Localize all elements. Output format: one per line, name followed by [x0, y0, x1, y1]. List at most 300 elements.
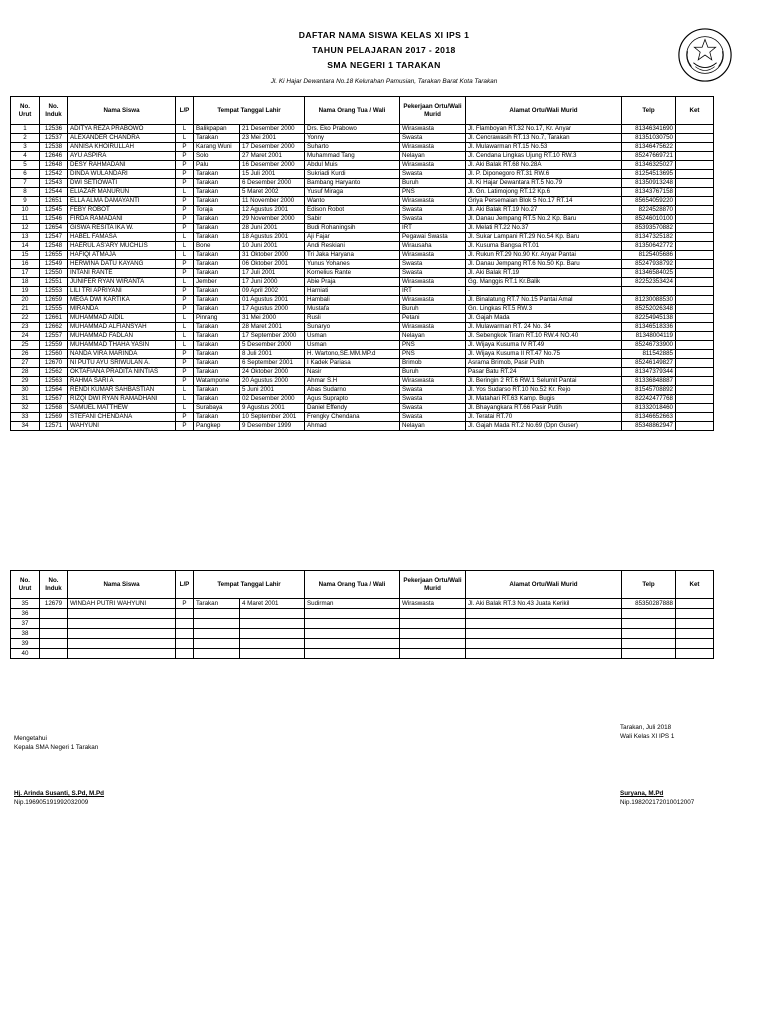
cell-ortu: [305, 609, 400, 619]
col-alamat: Alamat Ortu/Wali Murid: [466, 571, 622, 599]
cell-tgl: 6 September 2001: [240, 359, 305, 368]
table-row: [11, 170, 714, 179]
cell-tempat: Tarakan: [194, 368, 240, 377]
col-ttl: Tempat Tanggal Lahir: [194, 571, 305, 599]
cell-ket: [676, 125, 714, 134]
cell-lp: L: [176, 278, 194, 287]
cell-alamat: Gg. Manggis RT.1 Kr.Balik: [466, 278, 622, 287]
cell-alamat: Jl. Cendana Lingkas Ujung RT.10 RW.3: [466, 152, 622, 161]
cell-kerja: Wiraswasta: [400, 278, 466, 287]
col-ket: Ket: [676, 97, 714, 125]
cell-telp: [622, 639, 676, 649]
cell-induk: 12547: [40, 233, 68, 242]
cell-ket: [676, 170, 714, 179]
cell-no: 9: [11, 197, 40, 206]
table-row: [11, 386, 714, 395]
cell-tgl: 21 Desember 2000: [240, 125, 305, 134]
cell-telp: 81230088530: [622, 296, 676, 305]
signature-nip-left: Nip.196905191992032009: [14, 799, 89, 806]
cell-lp: P: [176, 269, 194, 278]
cell-ortu: Usman: [305, 332, 400, 341]
cell-nama: [68, 649, 176, 659]
col-no-induk: No. Induk: [40, 571, 68, 599]
cell-lp: [176, 629, 194, 639]
cell-tempat: Pinrang: [194, 314, 240, 323]
cell-ket: [676, 233, 714, 242]
table-row: [11, 413, 714, 422]
cell-ortu: Yunus Yohanes: [305, 260, 400, 269]
col-ket: Ket: [676, 571, 714, 599]
cell-induk: 12569: [40, 413, 68, 422]
cell-tgl: 20 Agustus 2000: [240, 377, 305, 386]
cell-kerja: Wiraswasta: [400, 323, 466, 332]
cell-alamat: Jl. Aki Balak RT.3 No.43 Juata Kerikil: [466, 599, 622, 609]
cell-alamat: Jl. Aki Balak RT.19: [466, 269, 622, 278]
cell-tempat: Tarakan: [194, 188, 240, 197]
cell-lp: P: [176, 161, 194, 170]
cell-induk: [40, 619, 68, 629]
cell-tempat: Tarakan: [194, 599, 240, 609]
cell-tempat: Balikpapan: [194, 125, 240, 134]
table-row: [11, 368, 714, 377]
cell-lp: P: [176, 224, 194, 233]
cell-telp: 85350287888: [622, 599, 676, 609]
cell-kerja: [400, 639, 466, 649]
cell-ket: [676, 332, 714, 341]
cell-tgl: 16 Desember 2000: [240, 161, 305, 170]
cell-tempat: Tarakan: [194, 260, 240, 269]
table-row: [11, 260, 714, 269]
cell-telp: [622, 609, 676, 619]
cell-ortu: Yusuf Miraga: [305, 188, 400, 197]
cell-tempat: Tarakan: [194, 386, 240, 395]
cell-no: 32: [11, 404, 40, 413]
table-row: [11, 323, 714, 332]
cell-kerja: Wiraswasta: [400, 377, 466, 386]
signature-mengetahui: Mengetahui: [14, 735, 47, 742]
cell-ortu: Sudirman: [305, 599, 400, 609]
cell-tempat: Tarakan: [194, 215, 240, 224]
cell-nama: MUHAMMAD THAHA YASIN: [68, 341, 176, 350]
cell-telp: 81348004119: [622, 332, 676, 341]
cell-induk: 12545: [40, 206, 68, 215]
cell-no: 7: [11, 179, 40, 188]
table-row: [11, 404, 714, 413]
cell-ortu: Suharto: [305, 143, 400, 152]
cell-no: 19: [11, 287, 40, 296]
cell-tgl: 24 Oktober 2000: [240, 368, 305, 377]
cell-nama: HABEL FAMASA: [68, 233, 176, 242]
cell-alamat: Jl. Sebengkok Tiram RT.10 RW.4 NO.40: [466, 332, 622, 341]
cell-ortu: Kornelius Rante: [305, 269, 400, 278]
signature-right-bottom: [620, 789, 694, 807]
cell-ket: [676, 206, 714, 215]
cell-ortu: Muhammad Tang: [305, 152, 400, 161]
cell-ket: [676, 143, 714, 152]
cell-telp: 85252026348: [622, 305, 676, 314]
cell-tempat: Tarakan: [194, 179, 240, 188]
cell-no: 34: [11, 422, 40, 431]
cell-telp: 81350913248: [622, 179, 676, 188]
cell-lp: L: [176, 404, 194, 413]
cell-alamat: Jl. Binalatung RT.7 No.15 Pantai Amal: [466, 296, 622, 305]
cell-no: 37: [11, 619, 40, 629]
cell-lp: P: [176, 152, 194, 161]
cell-ket: [676, 278, 714, 287]
table-row: [11, 125, 714, 134]
cell-ket: [676, 215, 714, 224]
cell-ket: [676, 649, 714, 659]
table-row: [11, 224, 714, 233]
cell-ortu: Abdul Muis: [305, 161, 400, 170]
cell-induk: 12551: [40, 278, 68, 287]
cell-lp: P: [176, 305, 194, 314]
table-row: [11, 609, 714, 619]
table-row: [11, 206, 714, 215]
cell-no: 30: [11, 386, 40, 395]
cell-alamat: [466, 649, 622, 659]
signature-date: Tarakan, Juli 2018: [620, 724, 672, 731]
cell-tempat: [194, 649, 240, 659]
cell-lp: [176, 649, 194, 659]
cell-alamat: Jl. Mulawarman RT.15 No.53: [466, 143, 622, 152]
cell-lp: P: [176, 179, 194, 188]
cell-kerja: PNS: [400, 350, 466, 359]
cell-tempat: Tarakan: [194, 395, 240, 404]
cell-lp: L: [176, 188, 194, 197]
cell-telp: 81351030750: [622, 134, 676, 143]
cell-induk: 12563: [40, 377, 68, 386]
table-row: [11, 242, 714, 251]
cell-ortu: Bambang Haryanto: [305, 179, 400, 188]
cell-tgl: 15 Juli 2001: [240, 170, 305, 179]
cell-tgl: [240, 639, 305, 649]
signature-right-top: [620, 723, 674, 741]
cell-nama: LILI TRI APRIYANI: [68, 287, 176, 296]
col-ortu: Nama Orang Tua / Wali: [305, 571, 400, 599]
cell-nama: ELLA ALMA DAMAYANTI: [68, 197, 176, 206]
cell-nama: DESY RAHMADANI: [68, 161, 176, 170]
cell-lp: P: [176, 350, 194, 359]
cell-induk: 12555: [40, 305, 68, 314]
cell-induk: 12670: [40, 359, 68, 368]
cell-telp: [622, 629, 676, 639]
cell-ortu: Sunaryo: [305, 323, 400, 332]
cell-induk: 12550: [40, 269, 68, 278]
cell-tempat: Tarakan: [194, 296, 240, 305]
cell-no: 28: [11, 368, 40, 377]
cell-telp: 85654059220: [622, 197, 676, 206]
cell-ket: [676, 386, 714, 395]
cell-nama: [68, 619, 176, 629]
cell-alamat: Jl. Bhayangkara RT.66 Pasir Putih: [466, 404, 622, 413]
cell-induk: 12571: [40, 422, 68, 431]
cell-telp: [622, 649, 676, 659]
cell-telp: 82254945138: [622, 314, 676, 323]
cell-ortu: Yonny: [305, 134, 400, 143]
cell-nama: INTANI RANTE: [68, 269, 176, 278]
cell-nama: MUHAMMAD FADLAN: [68, 332, 176, 341]
cell-kerja: Buruh: [400, 368, 466, 377]
cell-ket: [676, 134, 714, 143]
cell-alamat: -: [466, 287, 622, 296]
cell-telp: 85247669721: [622, 152, 676, 161]
cell-nama: DINDA WULANDARI: [68, 170, 176, 179]
cell-alamat: Jl. Wijaya Kusuma IV RT.49: [466, 341, 622, 350]
cell-no: 11: [11, 215, 40, 224]
cell-ket: [676, 413, 714, 422]
cell-ortu: Ahmar S.H: [305, 377, 400, 386]
cell-alamat: Jl. Yos Sudarso RT.10 No.52 Kr. Rejo: [466, 386, 622, 395]
cell-ortu: Abas Sudarno: [305, 386, 400, 395]
cell-tgl: 17 Desember 2000: [240, 143, 305, 152]
cell-kerja: Nelayan: [400, 332, 466, 341]
cell-tgl: 31 Mei 2000: [240, 314, 305, 323]
cell-ket: [676, 323, 714, 332]
cell-ket: [676, 161, 714, 170]
cell-induk: 12559: [40, 341, 68, 350]
cell-ortu: Sukriadi Kurdi: [305, 170, 400, 179]
cell-alamat: Pasar Batu RT.24: [466, 368, 622, 377]
cell-alamat: Jl. Mulawarman RT. 24 No. 34: [466, 323, 622, 332]
cell-ket: [676, 377, 714, 386]
table-row: [11, 305, 714, 314]
col-telp: Telp: [622, 97, 676, 125]
cell-kerja: Wiraswasta: [400, 599, 466, 609]
cell-lp: L: [176, 341, 194, 350]
cell-ket: [676, 350, 714, 359]
cell-no: 27: [11, 359, 40, 368]
table-row: [11, 639, 714, 649]
cell-nama: FEBY ROBOT: [68, 206, 176, 215]
cell-tempat: Solo: [194, 152, 240, 161]
cell-ket: [676, 619, 714, 629]
cell-alamat: Gn. Lingkas RT.5 RW.3: [466, 305, 622, 314]
cell-induk: 12537: [40, 134, 68, 143]
cell-lp: P: [176, 413, 194, 422]
cell-no: 2: [11, 134, 40, 143]
cell-alamat: Jl. Teratai RT.70: [466, 413, 622, 422]
cell-telp: 85247938792: [622, 260, 676, 269]
cell-tgl: 17 Juni 2000: [240, 278, 305, 287]
cell-ortu: Ahmad: [305, 422, 400, 431]
cell-nama: MUHAMMAD ALFIANSYAH: [68, 323, 176, 332]
table-row: [11, 599, 714, 609]
cell-ortu: Mustafa: [305, 305, 400, 314]
cell-kerja: Wiraswasta: [400, 296, 466, 305]
table-row: [11, 422, 714, 431]
cell-telp: 81254513695: [622, 170, 676, 179]
cell-nama: RIZQI DWI RYAN RAMADHANI: [68, 395, 176, 404]
table-row: [11, 649, 714, 659]
cell-tempat: Tarakan: [194, 134, 240, 143]
cell-ortu: Daniel Effendy: [305, 404, 400, 413]
table-row: [11, 278, 714, 287]
signature-nip-right: Nip.198202172010012007: [620, 799, 695, 806]
cell-tgl: 06 Oktober 2001: [240, 260, 305, 269]
cell-tgl: 23 Mei 2001: [240, 134, 305, 143]
cell-kerja: Swasta: [400, 215, 466, 224]
cell-no: 36: [11, 609, 40, 619]
cell-nama: MUHAMMAD AIDIL: [68, 314, 176, 323]
cell-kerja: [400, 609, 466, 619]
cell-tgl: 12 Agustus 2001: [240, 206, 305, 215]
cell-kerja: Pegawai Swasta: [400, 233, 466, 242]
cell-tempat: Tarakan: [194, 197, 240, 206]
table-row: [11, 197, 714, 206]
cell-lp: P: [176, 215, 194, 224]
cell-ortu: Aji Fajar: [305, 233, 400, 242]
cell-telp: 82242477768: [622, 395, 676, 404]
cell-induk: 12543: [40, 179, 68, 188]
cell-induk: 12544: [40, 188, 68, 197]
signature-name-right: Suryana, M.Pd: [620, 790, 664, 797]
cell-nama: AYU ASPIRA: [68, 152, 176, 161]
cell-lp: L: [176, 125, 194, 134]
table-row: [11, 332, 714, 341]
table-row: [11, 152, 714, 161]
col-telp: Telp: [622, 571, 676, 599]
cell-alamat: Jl. Melati RT.22 No.37: [466, 224, 622, 233]
cell-tempat: Tarakan: [194, 350, 240, 359]
cell-lp: [176, 609, 194, 619]
cell-ket: [676, 224, 714, 233]
cell-telp: [622, 619, 676, 629]
cell-no: 22: [11, 314, 40, 323]
cell-ket: [676, 404, 714, 413]
cell-no: 14: [11, 242, 40, 251]
cell-telp: 81346325027: [622, 161, 676, 170]
cell-kerja: [400, 619, 466, 629]
cell-nama: NI PUTU AYU SRIWULAN A.: [68, 359, 176, 368]
cell-lp: L: [176, 386, 194, 395]
signature-left-bottom: [14, 789, 104, 807]
cell-tgl: 6 Desember 2000: [240, 179, 305, 188]
cell-kerja: IRT: [400, 224, 466, 233]
table-row: [11, 269, 714, 278]
cell-induk: 12679: [40, 599, 68, 609]
cell-induk: 12542: [40, 170, 68, 179]
cell-kerja: Swasta: [400, 269, 466, 278]
cell-telp: 81347379344: [622, 368, 676, 377]
cell-ortu: Edison Robot: [305, 206, 400, 215]
table-row: [11, 619, 714, 629]
table-header-row: [11, 571, 714, 599]
cell-lp: P: [176, 287, 194, 296]
student-table-2: [10, 570, 714, 659]
cell-ortu: [305, 619, 400, 629]
cell-lp: [176, 619, 194, 629]
col-nama-siswa: Nama Siswa: [68, 97, 176, 125]
cell-kerja: Wiraswasta: [400, 161, 466, 170]
cell-lp: L: [176, 251, 194, 260]
cell-alamat: Jl. Gajah Mada RT.2 No.69 (Dpn Guser): [466, 422, 622, 431]
signature-role-left: Kepala SMA Negeri 1 Tarakan: [14, 744, 99, 751]
cell-tgl: 01 Agustus 2001: [240, 296, 305, 305]
cell-no: 39: [11, 639, 40, 649]
cell-nama: [68, 629, 176, 639]
cell-kerja: Petani: [400, 314, 466, 323]
cell-nama: NANDA VIRA MARINDA: [68, 350, 176, 359]
cell-induk: 12568: [40, 404, 68, 413]
cell-tgl: [240, 609, 305, 619]
cell-tempat: Surabaya: [194, 404, 240, 413]
table-row: [11, 179, 714, 188]
cell-telp: 85393570882: [622, 224, 676, 233]
signature-name-left: Hj. Arinda Susanti, S.Pd, M.Pd: [14, 790, 105, 797]
cell-lp: P: [176, 377, 194, 386]
cell-kerja: Swasta: [400, 134, 466, 143]
cell-tempat: Tarakan: [194, 170, 240, 179]
cell-tempat: Jember: [194, 278, 240, 287]
cell-tgl: 11 November 2000: [240, 197, 305, 206]
cell-alamat: Jl. Sukar Lampani RT.29 No.54 Kp. Baru: [466, 233, 622, 242]
cell-tempat: Watampone: [194, 377, 240, 386]
cell-ortu: Nasir: [305, 368, 400, 377]
cell-telp: 85348862947: [622, 422, 676, 431]
cell-ket: [676, 260, 714, 269]
cell-induk: [40, 649, 68, 659]
cell-kerja: Brimob: [400, 359, 466, 368]
cell-tempat: [194, 629, 240, 639]
cell-tgl: 29 November 2000: [240, 215, 305, 224]
cell-induk: [40, 609, 68, 619]
cell-ket: [676, 296, 714, 305]
cell-telp: 81346518336: [622, 323, 676, 332]
col-ortu: Nama Orang Tua / Wali: [305, 97, 400, 125]
student-table: [10, 96, 714, 431]
cell-no: 10: [11, 206, 40, 215]
table-row: [11, 377, 714, 386]
cell-ortu: [305, 639, 400, 649]
cell-ortu: Abie Praja: [305, 278, 400, 287]
cell-telp: 81346584025: [622, 269, 676, 278]
title-line-3: SMA NEGERI 1 TARAKAN: [327, 60, 441, 70]
title-line-1: DAFTAR NAMA SISWA KELAS XI IPS 1: [298, 30, 470, 40]
cell-kerja: Swasta: [400, 386, 466, 395]
cell-tgl: 5 Juni 2001: [240, 386, 305, 395]
cell-tgl: 9 Agustus 2001: [240, 404, 305, 413]
cell-alamat: Jl. Aki Balak RT.19 No.27: [466, 206, 622, 215]
cell-no: 4: [11, 152, 40, 161]
cell-lp: L: [176, 314, 194, 323]
cell-kerja: PNS: [400, 188, 466, 197]
cell-alamat: Griya Persemaian Blok 5 No.17 RT.14: [466, 197, 622, 206]
cell-no: 5: [11, 161, 40, 170]
cell-nama: ELIAZAR MANURUN: [68, 188, 176, 197]
cell-induk: 12557: [40, 332, 68, 341]
cell-nama: MEGA DWI KARTIKA: [68, 296, 176, 305]
cell-no: 26: [11, 350, 40, 359]
cell-alamat: Jl. Beringin 2 RT.6 RW.1 Selumit Pantai: [466, 377, 622, 386]
cell-induk: 12560: [40, 350, 68, 359]
cell-lp: P: [176, 422, 194, 431]
cell-no: 25: [11, 341, 40, 350]
cell-tempat: Pangkep: [194, 422, 240, 431]
cell-tempat: Tarakan: [194, 323, 240, 332]
cell-ket: [676, 269, 714, 278]
cell-tempat: Toraja: [194, 206, 240, 215]
cell-ket: [676, 368, 714, 377]
cell-induk: 12549: [40, 260, 68, 269]
cell-ket: [676, 305, 714, 314]
cell-ortu: Wanto: [305, 197, 400, 206]
cell-lp: P: [176, 197, 194, 206]
cell-alamat: Jl. Aki Balak RT.68 No.28A: [466, 161, 622, 170]
cell-ortu: Tri Jaka Haryana: [305, 251, 400, 260]
cell-tgl: 8 Juli 2001: [240, 350, 305, 359]
cell-no: 3: [11, 143, 40, 152]
